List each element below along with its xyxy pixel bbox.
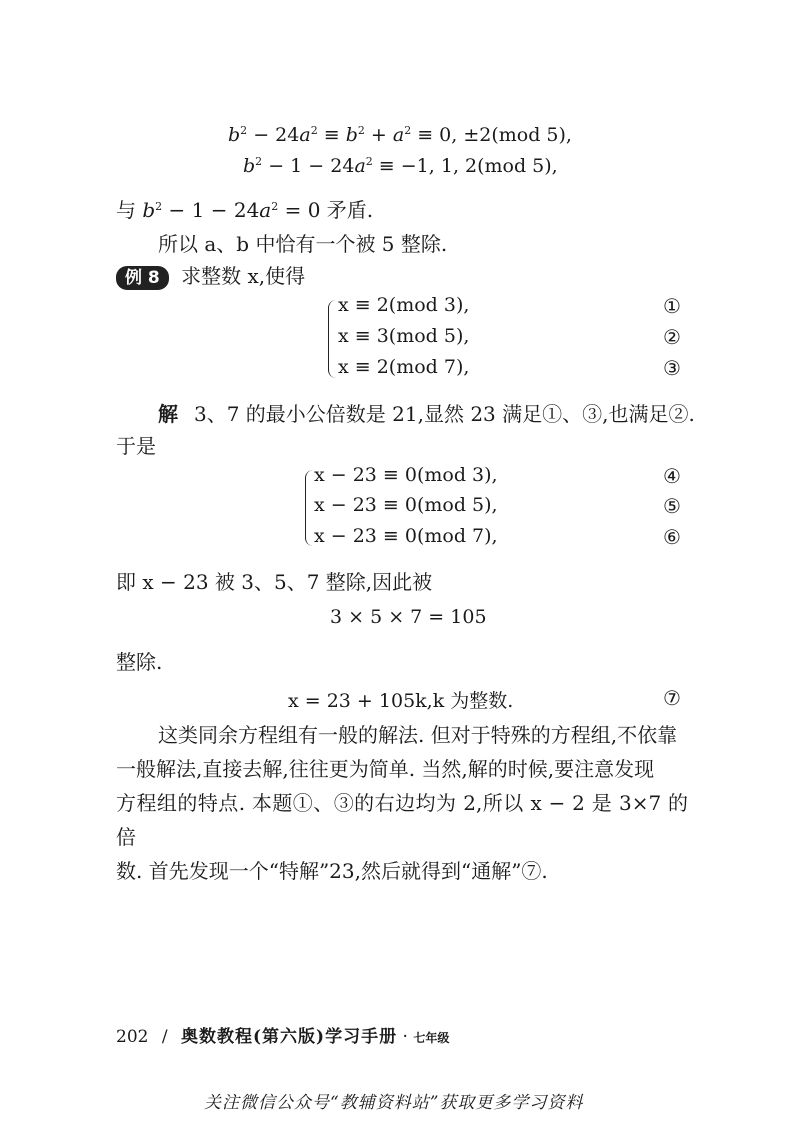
eq-number-4: ④	[663, 464, 681, 488]
system1-eq-3: x ≡ 2(mod 7),	[338, 356, 470, 378]
paragraph-line-3: 方程组的特点. 本题①、③的右边均为 2,所以 x − 2 是 3×7 的倍	[116, 791, 688, 849]
conclusion-line: 所以 a、b 中恰有一个被 5 整除.	[158, 232, 448, 256]
footer-slash: /	[161, 1027, 168, 1047]
contradiction-line: 与 $b^2 - 1 - 24a^2 = 0$ 矛盾.	[116, 198, 374, 222]
solution-line-2: 于是	[116, 434, 156, 458]
system1-eq-1: x ≡ 2(mod 3),	[338, 294, 470, 316]
system1-eq-2: x ≡ 3(mod 5),	[338, 325, 470, 347]
example-heading	[116, 260, 305, 290]
eq-number-1: ①	[663, 294, 681, 318]
bottom-promo-note: 关注微信公众号“教辅资料站”获取更多学习资料	[204, 1093, 584, 1113]
paragraph-line-2: 一般解法,直接去解,往往更为简单. 当然,解的时候,要注意发现	[116, 757, 655, 781]
eq-number-2: ②	[663, 325, 681, 349]
equation-line-2: $b^2 - 1 - 24a^2 \equiv -1$, 1, 2(mod 5),	[243, 155, 558, 177]
book-title: 奥数教程(第六版)学习手册	[181, 1027, 398, 1047]
grade-label: 七年级	[413, 1031, 450, 1045]
solution-label: 解	[158, 402, 178, 426]
eq-number-3: ③	[663, 356, 681, 380]
result-equation: x = 23 + 105k,k 为整数.	[288, 690, 514, 712]
brace-system-1	[328, 300, 336, 378]
eq-number-5: ⑤	[663, 494, 681, 518]
footer-dot: ·	[402, 1027, 408, 1047]
system2-eq-1: x − 23 ≡ 0(mod 3),	[314, 464, 498, 486]
divisible-line: 即 x − 23 被 3、5、7 整除,因此被	[116, 570, 433, 594]
eq-number-6: ⑥	[663, 525, 681, 549]
paragraph-line-4: 数. 首先发现一个“特解”23,然后就得到“通解”⑦.	[116, 859, 548, 883]
system2-eq-2: x − 23 ≡ 0(mod 5),	[314, 494, 498, 516]
example-text: 求整数 x,使得	[181, 264, 306, 288]
equation-line-1: $b^2 - 24a^2 \equiv b^2 + a^2 \equiv 0$, ±2(mod 5),	[228, 124, 572, 146]
product-equation: 3 × 5 × 7 = 105	[330, 606, 487, 628]
page-number: 202	[116, 1027, 149, 1047]
paragraph-line-1: 这类同余方程组有一般的解法. 但对于特殊的方程组,不依靠	[158, 723, 678, 747]
solution-line-1: 解 3、7 的最小公倍数是 21,显然 23 满足①、③,也满足②.	[158, 402, 695, 426]
eq-number-7: ⑦	[663, 686, 681, 710]
example-badge: 例 8	[116, 266, 169, 290]
page-footer	[116, 1022, 449, 1047]
brace-system-2	[305, 470, 313, 546]
commentary-paragraph	[116, 718, 688, 888]
system2-eq-3: x − 23 ≡ 0(mod 7),	[314, 525, 498, 547]
divisible-end: 整除.	[116, 650, 163, 674]
